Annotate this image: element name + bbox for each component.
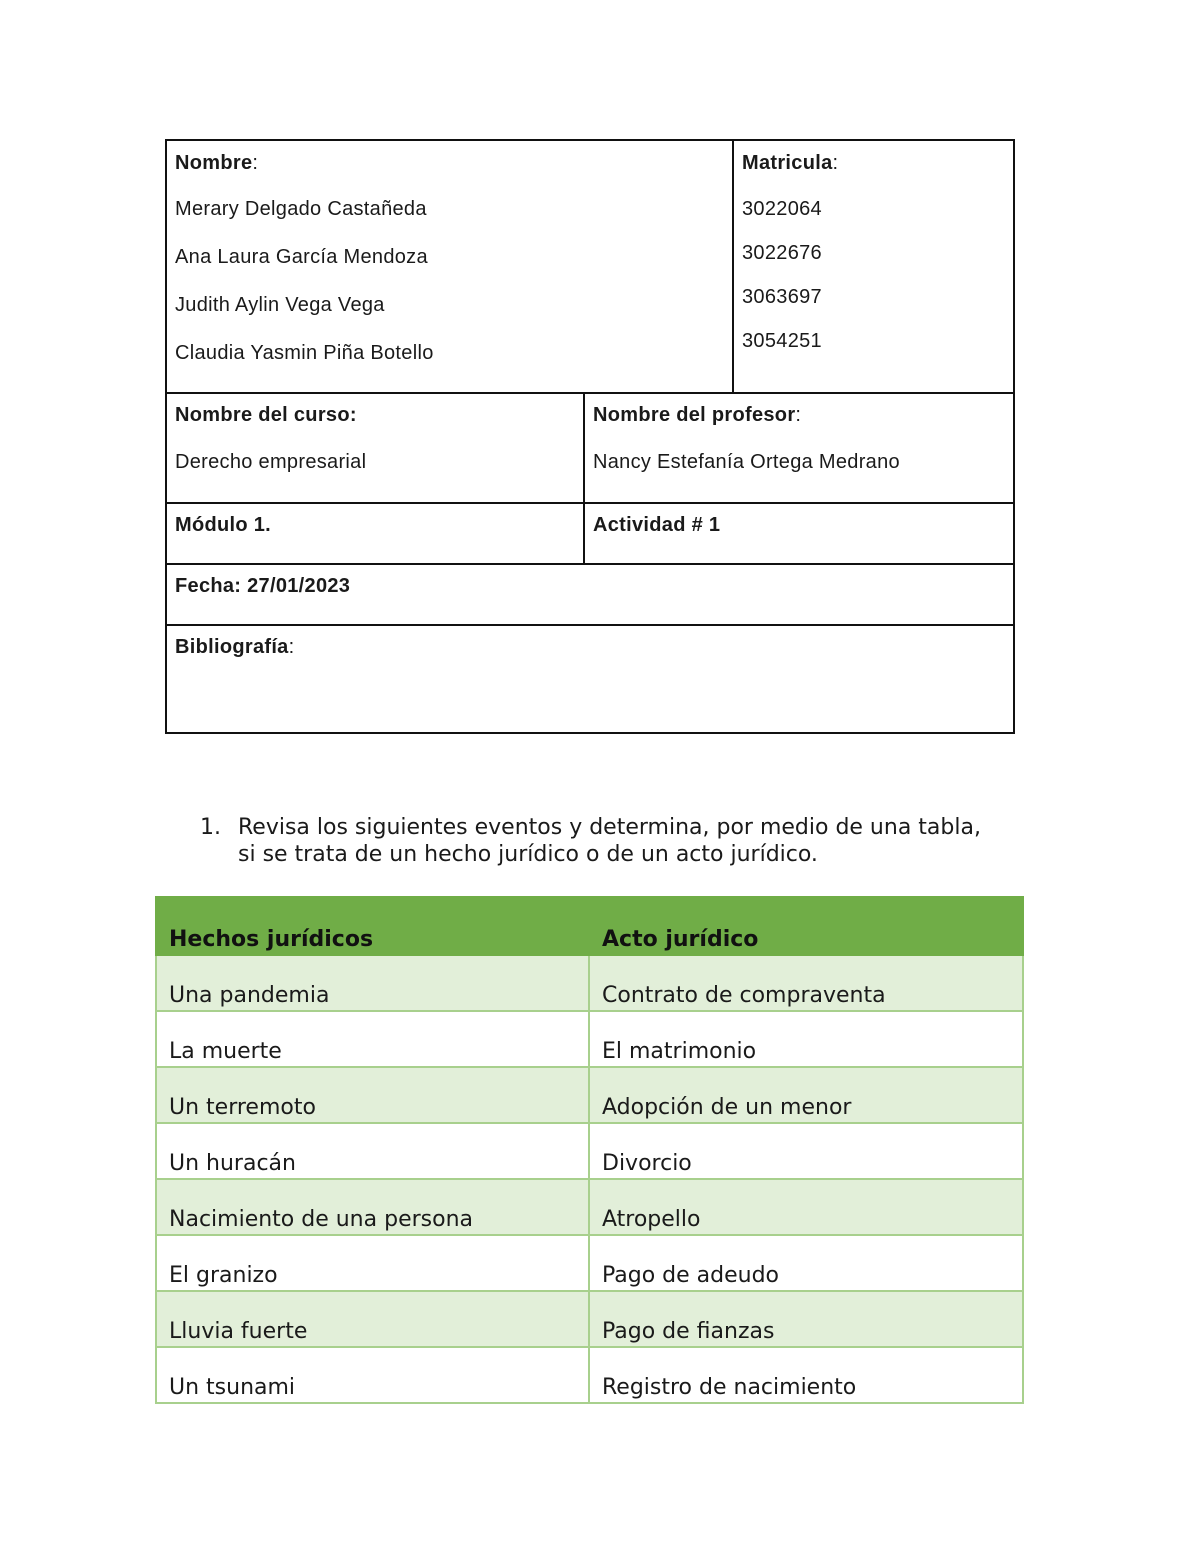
hecho-cell: Una pandemia bbox=[156, 955, 589, 1011]
bibliografia-label: Bibliografía bbox=[175, 636, 289, 658]
hecho-cell: Lluvia fuerte bbox=[156, 1291, 589, 1347]
actividad-cell bbox=[583, 504, 1013, 563]
hecho-cell: Un terremoto bbox=[156, 1067, 589, 1123]
question-text-line-2: si se trata de un hecho jurídico o de un acto jurídico. bbox=[238, 842, 818, 867]
curso-label: Nombre del curso: bbox=[175, 404, 357, 426]
acto-cell: El matrimonio bbox=[589, 1011, 1023, 1067]
fecha-label: Fecha: 27/01/2023 bbox=[175, 575, 351, 597]
column-header-hechos: Hechos jurídicos bbox=[156, 897, 589, 955]
hecho-cell: El granizo bbox=[156, 1235, 589, 1291]
table-row bbox=[156, 1011, 1023, 1067]
student-name: Ana Laura García Mendoza bbox=[175, 246, 428, 268]
hecho-cell: Un huracán bbox=[156, 1123, 589, 1179]
bibliography-row bbox=[167, 624, 1013, 732]
modulo-label: Módulo 1. bbox=[175, 514, 272, 536]
table-row bbox=[156, 1291, 1023, 1347]
nombre-label: Nombre bbox=[175, 152, 253, 174]
question-1 bbox=[200, 814, 1060, 868]
matricula-cell bbox=[732, 141, 1013, 392]
profesor-label: Nombre del profesor bbox=[593, 404, 796, 426]
actividad-label: Actividad # 1 bbox=[593, 514, 721, 536]
acto-cell: Registro de nacimiento bbox=[589, 1347, 1023, 1403]
matricula-value: 3022676 bbox=[742, 242, 822, 264]
hecho-cell: La muerte bbox=[156, 1011, 589, 1067]
bibliografia-label-line: Bibliografía: bbox=[175, 636, 295, 658]
question-text-line-1: Revisa los siguientes eventos y determina, por medio de una tabla, bbox=[238, 815, 981, 840]
student-name: Judith Aylin Vega Vega bbox=[175, 294, 385, 316]
question-number: 1. bbox=[200, 815, 221, 840]
professor-cell bbox=[583, 394, 1013, 502]
course-row bbox=[167, 392, 1013, 502]
table-row bbox=[156, 955, 1023, 1011]
hecho-cell: Un tsunami bbox=[156, 1347, 589, 1403]
acto-cell: Pago de adeudo bbox=[589, 1235, 1023, 1291]
course-cell bbox=[167, 394, 583, 502]
matricula-label-line: Matricula: bbox=[742, 152, 839, 174]
table-row bbox=[156, 1235, 1023, 1291]
table-row bbox=[156, 1347, 1023, 1403]
date-row bbox=[167, 563, 1013, 624]
nombre-label-line: Nombre: bbox=[175, 152, 259, 174]
student-info-box bbox=[165, 139, 1015, 734]
bibliografia-cell bbox=[167, 626, 1013, 732]
module-row bbox=[167, 502, 1013, 563]
names-row bbox=[167, 141, 1013, 392]
matricula-label: Matricula bbox=[742, 152, 833, 174]
acto-cell: Contrato de compraventa bbox=[589, 955, 1023, 1011]
student-name: Merary Delgado Castañeda bbox=[175, 198, 427, 220]
hecho-cell: Nacimiento de una persona bbox=[156, 1179, 589, 1235]
matricula-value: 3054251 bbox=[742, 330, 822, 352]
table-row bbox=[156, 1179, 1023, 1235]
table-header-row bbox=[156, 897, 1023, 955]
acto-cell: Pago de fianzas bbox=[589, 1291, 1023, 1347]
acto-cell: Adopción de un menor bbox=[589, 1067, 1023, 1123]
fecha-cell bbox=[167, 565, 1013, 624]
table-row bbox=[156, 1067, 1023, 1123]
acto-cell: Divorcio bbox=[589, 1123, 1023, 1179]
student-name: Claudia Yasmin Piña Botello bbox=[175, 342, 434, 364]
column-header-actos: Acto jurídico bbox=[589, 897, 1023, 955]
table-row bbox=[156, 1123, 1023, 1179]
hechos-actos-table bbox=[155, 896, 1024, 1404]
profesor-label-line: Nombre del profesor: bbox=[593, 404, 802, 426]
modulo-cell bbox=[167, 504, 583, 563]
curso-value: Derecho empresarial bbox=[175, 451, 367, 473]
profesor-value: Nancy Estefanía Ortega Medrano bbox=[593, 451, 900, 473]
matricula-value: 3063697 bbox=[742, 286, 822, 308]
acto-cell: Atropello bbox=[589, 1179, 1023, 1235]
names-cell bbox=[167, 141, 732, 392]
matricula-value: 3022064 bbox=[742, 198, 822, 220]
